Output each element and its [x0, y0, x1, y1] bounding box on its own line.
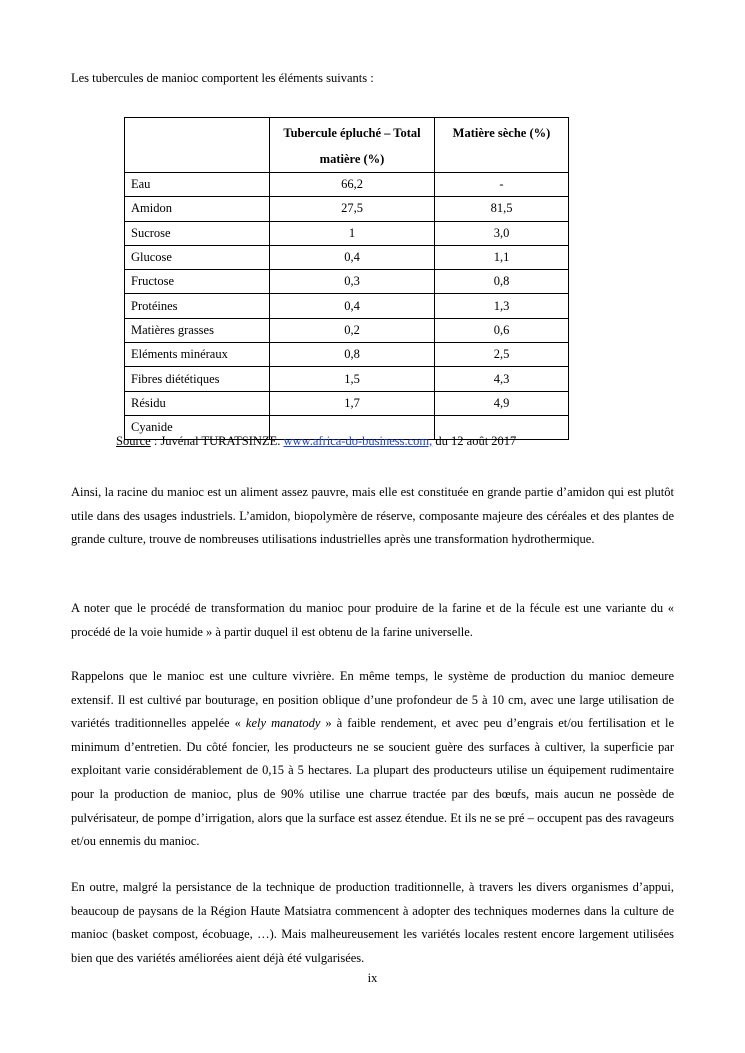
- table-row: [125, 391, 569, 415]
- page-number: ix: [367, 971, 378, 985]
- paragraph-modernisation: En outre, malgré la persistance de la technique de production traditionnelle, à travers les divers organismes d’appui, beaucoup de paysans de la Région Haute Matsiatra commencent à adopter des techniques modernes dans la culture de manioc (basket compost, écobuage, …). Mais malheureusement les variétés locales restent encore largement utilisées bien que des variétés améliorées aient déjà été vulgarisées.: [71, 880, 674, 965]
- table-row: [125, 221, 569, 245]
- table-cell-value: 2,5: [435, 343, 569, 367]
- table-row: [125, 343, 569, 367]
- table-cell-value: 1,1: [435, 245, 569, 269]
- table-cell-label: Fibres diététiques: [125, 367, 270, 391]
- source-link[interactable]: www.africa-do-business.com,: [283, 434, 433, 448]
- table-row: [125, 270, 569, 294]
- paragraph-culture-part1: Rappelons que le manioc est une culture vivrière. En même temps, le système de production du manioc demeure extensif. Il est cultivé par bouturage, en position oblique d’une profondeur de 5 à 10 cm, avec une large utilisation de variétés traditionnelles appelée «: [71, 669, 674, 731]
- table-cell-label: Sucrose: [125, 221, 270, 245]
- table-header-row: [125, 118, 569, 173]
- paragraph-culture-variety: kely manatody: [245, 716, 321, 731]
- table-row: [125, 245, 569, 269]
- paragraph-amidon: Ainsi, la racine du manioc est un aliment assez pauvre, mais elle est constituée en grande partie d’amidon qui est plutôt utile dans des usages industriels. L’amidon, biopolymère de réserve, composante majeure des céréales et des plantes de grande culture, trouve de nombreuses utilisations industrielles après une transformation hydrothermique.: [71, 485, 674, 547]
- table-cell-value: 0,2: [270, 318, 435, 342]
- table-source: [116, 434, 516, 449]
- table-cell-value: 0,8: [270, 343, 435, 367]
- table-header-dry: Matière sèche (%): [435, 118, 569, 173]
- table-cell-value: 66,2: [270, 173, 435, 197]
- table-cell-value: 81,5: [435, 197, 569, 221]
- table-row: [125, 367, 569, 391]
- table-cell-label: Eau: [125, 173, 270, 197]
- paragraph-culture: [71, 665, 674, 854]
- table-cell-label: Matières grasses: [125, 318, 270, 342]
- table-cell-value: 1,7: [270, 391, 435, 415]
- table-cell-value: 27,5: [270, 197, 435, 221]
- table-header-peeled: Tubercule épluché – Total matière (%): [270, 118, 435, 173]
- table-cell-label: Fructose: [125, 270, 270, 294]
- table-cell-label: Résidu: [125, 391, 270, 415]
- table-cell-value: 0,4: [270, 294, 435, 318]
- table-cell-value: 0,6: [435, 318, 569, 342]
- table-cell-value: 1,3: [435, 294, 569, 318]
- table-cell-label: Eléments minéraux: [125, 343, 270, 367]
- table-cell-label: Glucose: [125, 245, 270, 269]
- paragraph-procede: A noter que le procédé de transformation du manioc pour produire de la farine et de la fécule est une variante du « procédé de la voie humide » à partir duquel il est obtenu de la farine universelle.: [71, 601, 674, 639]
- table-cell-value: -: [435, 173, 569, 197]
- table-cell-value: 1: [270, 221, 435, 245]
- source-date: du 12 août 2017: [432, 434, 517, 448]
- table-row: [125, 197, 569, 221]
- table-cell-value: 0,4: [270, 245, 435, 269]
- source-label: Source: [116, 434, 151, 448]
- table-cell-value: 1,5: [270, 367, 435, 391]
- table-cell-value: 0,3: [270, 270, 435, 294]
- table-cell-value: 4,3: [435, 367, 569, 391]
- source-author: : Juvénal TURATSINZE.: [150, 434, 284, 448]
- paragraph-culture-part2: » à faible rendement, et avec peu d’engrais et/ou fertilisation et le minimum d’entretien. Du côté foncier, les producteurs ne se soucient guère des surfaces à cultiver, la superficie par exploitant varie considérablement de 0,15 à 5 hectares. La plupart des producteurs utilise un équipement rudimentaire pour la production de manioc, plus de 90% utilise une charrue tractée par des bœufs, mais aucun ne possède de pulvérisateur, de pompe d’irrigation, alors que la surface est assez étendue. Et ils ne se pré – occupent pas des ravageurs et/ou ennemis du manioc.: [71, 716, 675, 849]
- table-row: [125, 173, 569, 197]
- table-row: [125, 318, 569, 342]
- composition-table: [124, 117, 569, 440]
- table-cell-label: Protéines: [125, 294, 270, 318]
- intro-text: Les tubercules de manioc comportent les éléments suivants :: [71, 71, 374, 85]
- table-cell-label: Cyanide: [125, 415, 270, 439]
- table-row: [125, 294, 569, 318]
- table-cell-value: 4,9: [435, 391, 569, 415]
- table-cell-label: Amidon: [125, 197, 270, 221]
- table-header-empty: [125, 118, 270, 173]
- table-cell-value: 3,0: [435, 221, 569, 245]
- table-cell-value: 0,8: [435, 270, 569, 294]
